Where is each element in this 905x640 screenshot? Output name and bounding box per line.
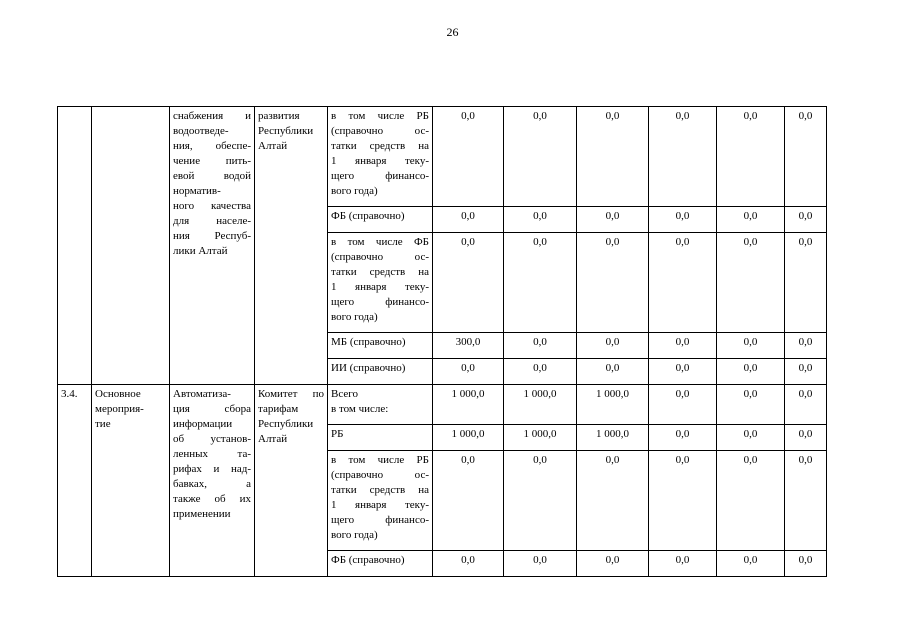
- amount-cell: 0,0: [717, 425, 785, 451]
- amount-cell: 0,0: [649, 207, 717, 233]
- amount-cell: 0,0: [717, 107, 785, 207]
- funding-source-cell-line: татки средств на: [331, 484, 429, 496]
- item-type-cell: [92, 385, 170, 577]
- amount-cell: 0,0: [577, 451, 649, 551]
- table-row: [58, 385, 827, 425]
- event-name-cell-line: ция сбора: [173, 403, 251, 415]
- amount-cell: 0,0: [504, 107, 577, 207]
- amount-cell: 0,0: [649, 425, 717, 451]
- item-type-cell: [92, 107, 170, 385]
- amount-cell: 0,0: [649, 385, 717, 425]
- funding-source-cell-line: вого года): [331, 529, 378, 541]
- funding-source-cell-line: (справочно ос-: [331, 469, 429, 481]
- amount-cell: 0,0: [717, 333, 785, 359]
- funding-source-cell-line: (справочно ос-: [331, 125, 429, 137]
- funding-source-cell-line: 1 января теку-: [331, 155, 429, 167]
- amount-cell: 0,0: [649, 233, 717, 333]
- funding-source-cell-line: ИИ (справочно): [331, 362, 406, 374]
- funding-source-cell: [328, 359, 433, 385]
- funding-source-cell-line: РБ: [331, 428, 344, 440]
- funding-source-cell-line: щего финансо-: [331, 514, 429, 526]
- amount-cell: 0,0: [785, 385, 827, 425]
- amount-cell: 0,0: [785, 451, 827, 551]
- event-name-cell-line: об установ-: [173, 433, 251, 445]
- funding-source-cell-line: вого года): [331, 311, 378, 323]
- executor-cell-line: тарифам: [258, 403, 299, 415]
- amount-cell: 0,0: [649, 451, 717, 551]
- amount-cell: 0,0: [504, 359, 577, 385]
- amount-cell: 0,0: [433, 207, 504, 233]
- executor-cell-line: Комитет по: [258, 388, 324, 400]
- event-name-cell-line: норматив-: [173, 185, 221, 197]
- amount-cell: 0,0: [785, 233, 827, 333]
- funding-source-cell-line: в том числе РБ: [331, 454, 429, 466]
- amount-cell: 0,0: [717, 359, 785, 385]
- event-name-cell-line: ния Респуб-: [173, 230, 251, 242]
- item-type-cell-line: Основное: [95, 388, 141, 400]
- executor-cell-line: развития: [258, 110, 300, 122]
- funding-source-cell-line: татки средств на: [331, 266, 429, 278]
- amount-cell: 0,0: [785, 333, 827, 359]
- amount-cell: 0,0: [577, 233, 649, 333]
- amount-cell: 1 000,0: [504, 425, 577, 451]
- amount-cell: 0,0: [649, 333, 717, 359]
- amount-cell: 0,0: [717, 451, 785, 551]
- funding-source-cell-line: МБ (справочно): [331, 336, 406, 348]
- event-name-cell-line: чение пить-: [173, 155, 251, 167]
- amount-cell: 1 000,0: [433, 425, 504, 451]
- event-name-cell-line: бавках, а: [173, 478, 251, 490]
- amount-cell: 0,0: [433, 551, 504, 577]
- amount-cell: 0,0: [785, 107, 827, 207]
- funding-source-cell-line: татки средств на: [331, 140, 429, 152]
- event-name-cell-line: снабжения и: [173, 110, 251, 122]
- amount-cell: 0,0: [577, 551, 649, 577]
- amount-cell: 0,0: [577, 333, 649, 359]
- event-name-cell: [170, 107, 255, 385]
- amount-cell: 0,0: [717, 551, 785, 577]
- funding-source-cell-line: щего финансо-: [331, 170, 429, 182]
- funding-source-cell-line: (справочно ос-: [331, 251, 429, 263]
- amount-cell: 0,0: [785, 551, 827, 577]
- funding-source-cell-line: ФБ (справочно): [331, 210, 405, 222]
- amount-cell: 0,0: [433, 359, 504, 385]
- amount-cell: 0,0: [577, 359, 649, 385]
- amount-cell: 0,0: [649, 359, 717, 385]
- funding-source-cell: [328, 425, 433, 451]
- event-name-cell-line: применении: [173, 508, 231, 520]
- event-name-cell-line: ния, обеспе-: [173, 140, 251, 152]
- funding-source-cell: [328, 233, 433, 333]
- amount-cell: 0,0: [717, 233, 785, 333]
- funding-source-cell-line: в том числе РБ: [331, 110, 429, 122]
- funding-source-cell: [328, 107, 433, 207]
- table-row: [58, 107, 827, 207]
- event-name-cell-line: лики Алтай: [173, 245, 228, 257]
- funding-source-cell: [328, 451, 433, 551]
- event-name-cell-line: Автоматиза-: [173, 388, 231, 400]
- funding-source-cell: [328, 385, 433, 425]
- item-number-cell: 3.4.: [58, 385, 92, 577]
- amount-cell: 0,0: [433, 233, 504, 333]
- funding-source-cell-line: вого года): [331, 185, 378, 197]
- funding-source-cell-line: щего финансо-: [331, 296, 429, 308]
- event-name-cell-line: евой водой: [173, 170, 251, 182]
- funding-source-cell: [328, 207, 433, 233]
- amount-cell: 0,0: [649, 551, 717, 577]
- event-name-cell-line: для населе-: [173, 215, 251, 227]
- event-name-cell: [170, 385, 255, 577]
- amount-cell: 0,0: [717, 207, 785, 233]
- item-type-cell-line: тие: [95, 418, 111, 430]
- amount-cell: 0,0: [433, 451, 504, 551]
- table-body: [58, 107, 827, 577]
- amount-cell: 300,0: [433, 333, 504, 359]
- item-type-cell-line: мероприя-: [95, 403, 144, 415]
- funding-source-cell: [328, 551, 433, 577]
- event-name-cell-line: ного качества: [173, 200, 251, 212]
- amount-cell: 1 000,0: [504, 385, 577, 425]
- executor-cell-line: Алтай: [258, 140, 288, 152]
- funding-source-cell-line: в том числе:: [331, 403, 389, 415]
- amount-cell: 1 000,0: [577, 385, 649, 425]
- amount-cell: 0,0: [717, 385, 785, 425]
- amount-cell: 0,0: [504, 551, 577, 577]
- amount-cell: 0,0: [433, 107, 504, 207]
- amount-cell: 0,0: [504, 233, 577, 333]
- amount-cell: 1 000,0: [577, 425, 649, 451]
- executor-cell: [255, 107, 328, 385]
- amount-cell: 0,0: [785, 359, 827, 385]
- event-name-cell-line: водоотведе-: [173, 125, 229, 137]
- funding-table: [57, 106, 827, 577]
- executor-cell-line: Республики: [258, 125, 314, 137]
- amount-cell: 0,0: [785, 207, 827, 233]
- amount-cell: 0,0: [785, 425, 827, 451]
- funding-source-cell-line: Всего: [331, 388, 358, 400]
- amount-cell: 0,0: [504, 207, 577, 233]
- item-number-cell: [58, 107, 92, 385]
- funding-source-cell-line: в том числе ФБ: [331, 236, 429, 248]
- event-name-cell-line: также об их: [173, 493, 251, 505]
- funding-source-cell-line: ФБ (справочно): [331, 554, 405, 566]
- funding-source-cell: [328, 333, 433, 359]
- executor-cell-line: Алтай: [258, 433, 288, 445]
- executor-cell: [255, 385, 328, 577]
- amount-cell: 0,0: [577, 107, 649, 207]
- event-name-cell-line: ленных та-: [173, 448, 251, 460]
- event-name-cell-line: рифах и над-: [173, 463, 251, 475]
- amount-cell: 0,0: [649, 107, 717, 207]
- amount-cell: 0,0: [504, 333, 577, 359]
- amount-cell: 0,0: [504, 451, 577, 551]
- funding-source-cell-line: 1 января теку-: [331, 499, 429, 511]
- page-number: 26: [446, 25, 459, 39]
- amount-cell: 0,0: [577, 207, 649, 233]
- executor-cell-line: Республики: [258, 418, 314, 430]
- funding-source-cell-line: 1 января теку-: [331, 281, 429, 293]
- event-name-cell-line: информации: [173, 418, 233, 430]
- amount-cell: 1 000,0: [433, 385, 504, 425]
